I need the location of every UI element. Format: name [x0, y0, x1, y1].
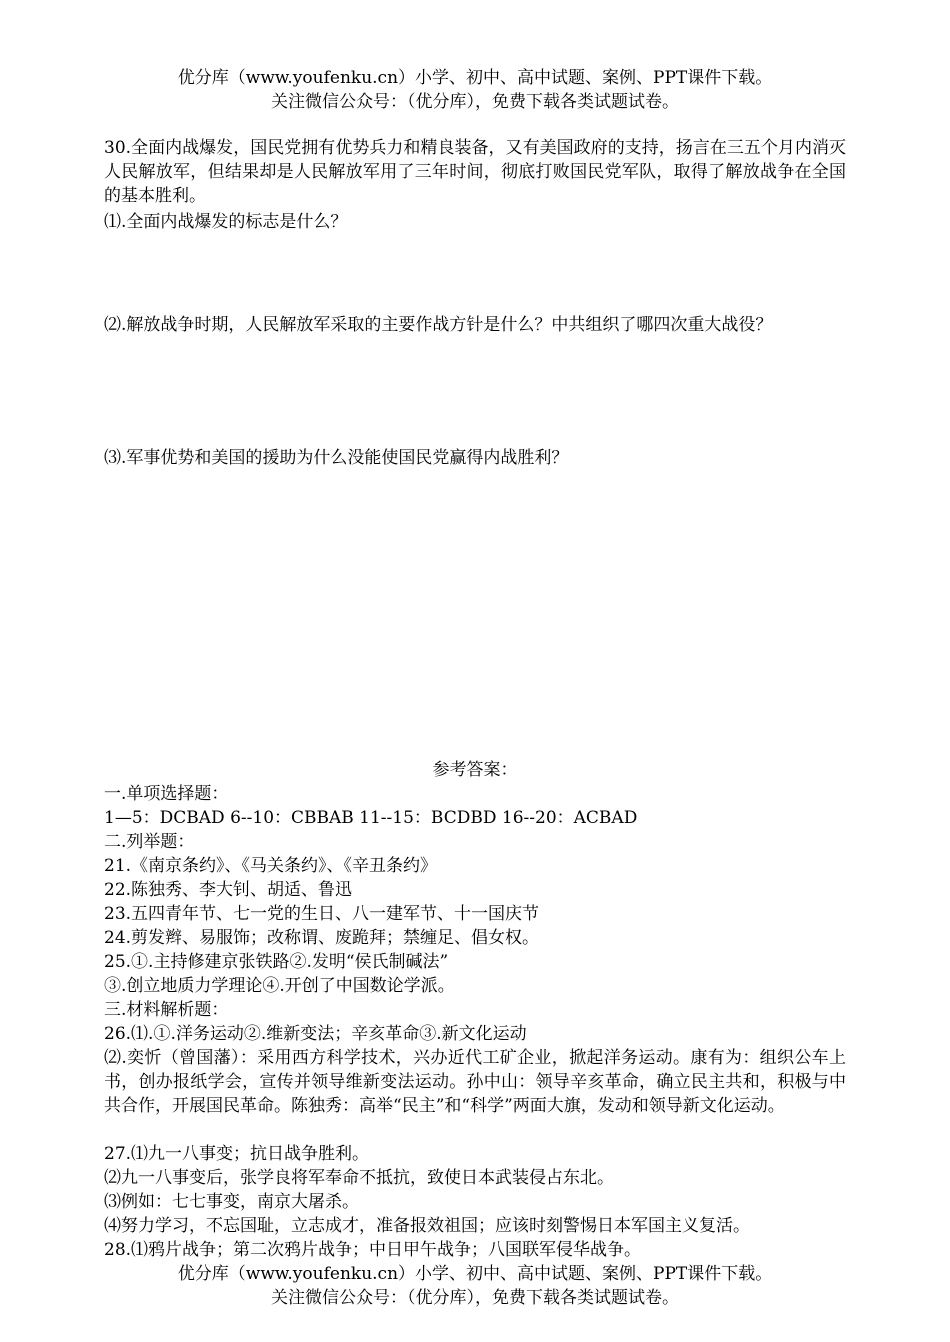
answer-line: 21.《南京条约》、《马关条约》、《辛丑条约》 [104, 856, 438, 876]
question-30-part-1: ⑴.全面内战爆发的标志是什么？ [104, 212, 348, 232]
section-heading: 一.单项选择题： [104, 784, 229, 804]
answer-line: 23.五四青年节、七一党的生日、八一建军节、十一国庆节 [104, 904, 540, 924]
answer-line: 28.⑴鸦片战争；第二次鸦片战争；中日甲午战争；八国联军侵华战争。 [104, 1240, 642, 1260]
choice-answers: 1—5：DCBAD 6--10：CBBAB 11--15：BCDBD 16--20：ACBAD [104, 808, 638, 828]
answer-line: 22.陈独秀、李大钊、胡适、鲁迅 [104, 880, 353, 900]
answer-line: ⑶例如：七七事变，南京大屠杀。 [104, 1192, 359, 1212]
answer-key-title: 参考答案： [432, 760, 518, 780]
answer-paragraph: ⑵.奕忻（曾国藩）：采用西方科学技术，兴办近代工矿企业，掀起洋务运动。康有为：组织公车上书，创办报纸学会，宣传并领导维新变法运动。孙中山：领导辛亥革命，确立民主共和，积极与中共合作，开展国民革命。陈独秀：高举“民主”和“科学”两面大旗，发动和领导新文化运动。 [104, 1048, 846, 1116]
footer-line-1: 优分库（www.youfenku.cn）小学、初中、高中试题、案例、PPT课件下载。 [177, 1264, 773, 1284]
answer-line: 25.①.主持修建京张铁路②.发明“侯氏制碱法” [104, 952, 449, 972]
answer-line: ⑷努力学习，不忘国耻，立志成才，准备报效祖国；应该时刻警惕日本军国主义复活。 [104, 1216, 750, 1236]
answer-line: 24.剪发辫、易服饰；改称谓、废跪拜；禁缠足、倡女权。 [104, 928, 540, 948]
question-30-part-2: ⑵.解放战争时期，人民解放军采取的主要作战方针是什么？中共组织了哪四次重大战役？ [104, 315, 773, 335]
section-heading: 三.材料解析题： [104, 1000, 229, 1020]
footer-line-2: 关注微信公众号：（优分库），免费下载各类试题试卷。 [271, 1288, 679, 1308]
answer-line: 27.⑴九一八事变；抗日战争胜利。 [104, 1144, 370, 1164]
answer-line: ③.创立地质力学理论④.开创了中国数论学派。 [104, 976, 455, 996]
question-30-stem: 30.全面内战爆发，国民党拥有优势兵力和精良装备，又有美国政府的支持，扬言在三五个月内消灭人民解放军，但结果却是人民解放军用了三年时间，彻底打败国民党军队，取得了解放战争在全国的基本胜利。 [104, 138, 846, 206]
header-line-2: 关注微信公众号：（优分库），免费下载各类试题试卷。 [271, 92, 679, 112]
header-line-1: 优分库（www.youfenku.cn）小学、初中、高中试题、案例、PPT课件下载。 [177, 68, 773, 88]
answer-line: ⑵九一八事变后，张学良将军奉命不抵抗，致使日本武装侵占东北。 [104, 1168, 614, 1188]
answer-line: 26.⑴.①.洋务运动②.维新变法；辛亥革命③.新文化运动 [104, 1024, 527, 1044]
question-30-part-3: ⑶.军事优势和美国的援助为什么没能使国民党赢得内战胜利？ [104, 448, 569, 468]
section-heading: 二.列举题： [104, 832, 195, 852]
